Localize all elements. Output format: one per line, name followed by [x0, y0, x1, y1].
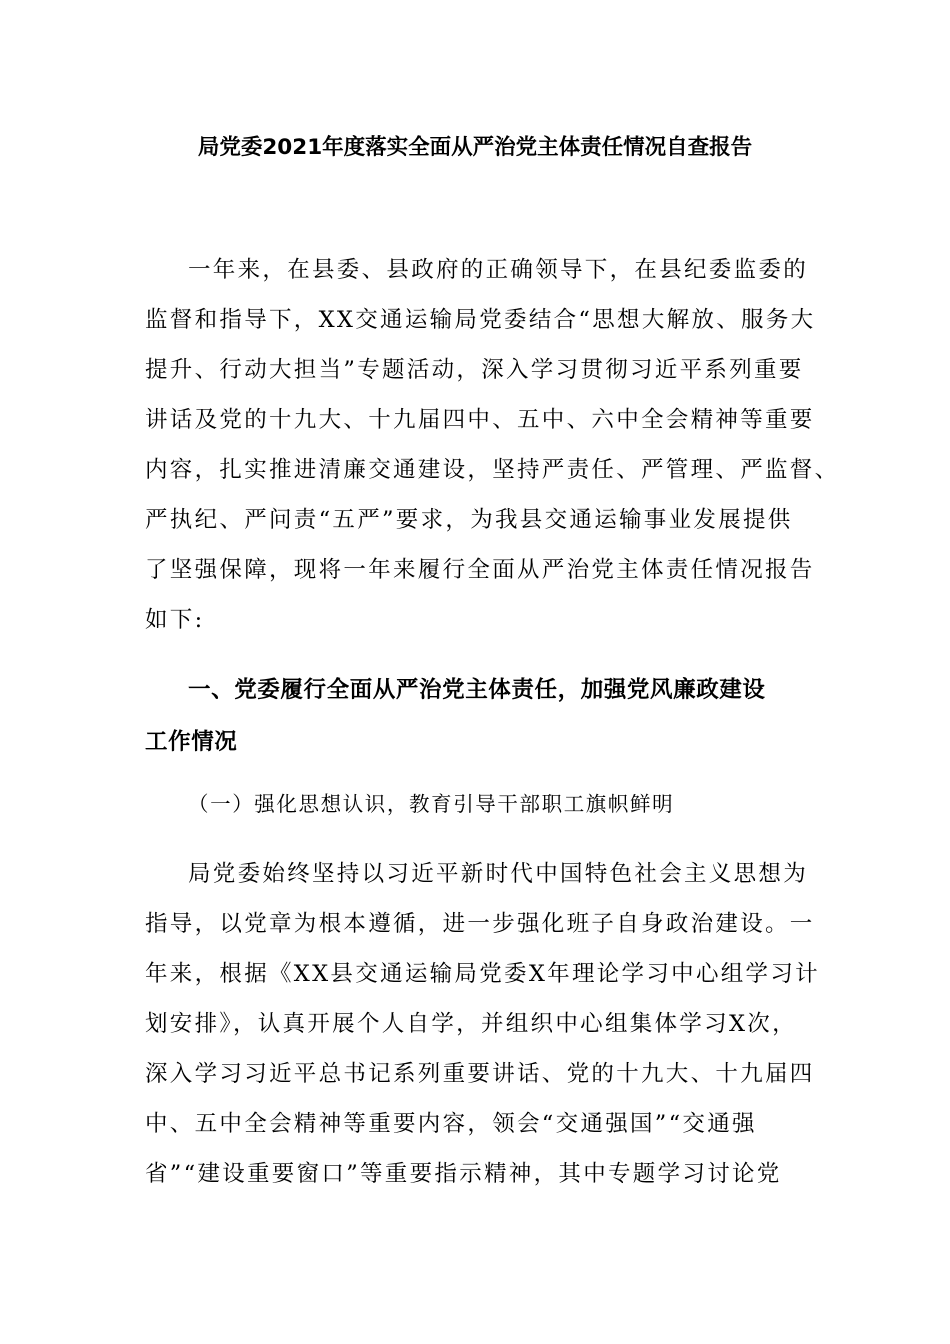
subsection-heading: [145, 779, 825, 829]
paragraph-line: 局党委始终坚持以习近平新时代中国特色社会主义思想为: [188, 861, 809, 887]
section-heading: [145, 664, 825, 768]
subsection-paragraph: [145, 849, 825, 1199]
intro-paragraph: [145, 245, 840, 645]
heading-line: 工作情况: [145, 729, 238, 755]
paragraph-line: 了坚强保障，现将一年来履行全面从严治党主体责任情况报告: [145, 557, 815, 583]
paragraph-line: 划安排》，认真开展个人自学，并组织中心组集体学习X次，: [145, 1011, 797, 1037]
paragraph-line: 内容，扎实推进清廉交通建设，坚持严责任、严管理、严监督、: [145, 457, 840, 483]
paragraph-line: 中、五中全会精神等重要内容，领会“交通强国”“交通强: [145, 1111, 757, 1137]
paragraph-line: 严执纪、严问责“五严”要求，为我县交通运输事业发展提供: [145, 507, 793, 533]
paragraph-line: 讲话及党的十九大、十九届四中、五中、六中全会精神等重要: [145, 407, 815, 433]
paragraph-line: 指导，以党章为根本遵循，进一步强化班子自身政治建设。一: [145, 911, 815, 937]
heading-line: 一、党委履行全面从严治党主体责任，加强党风廉政建设: [188, 677, 766, 703]
document-title: 局党委2021年度落实全面从严治党主体责任情况自查报告: [197, 135, 753, 160]
paragraph-line: 年来，根据《XX县交通运输局党委X年理论学习中心组学习计: [145, 961, 820, 987]
subsection-heading-text: （一）强化思想认识，教育引导干部职工旗帜鲜明: [188, 792, 675, 816]
paragraph-line: 省”“建设重要窗口”等重要指示精神，其中专题学习讨论党: [145, 1161, 782, 1187]
paragraph-line: 如下:: [145, 607, 205, 633]
paragraph-line: 提升、行动大担当”专题活动，深入学习贯彻习近平系列重要: [145, 357, 804, 383]
paragraph-line: 一年来，在县委、县政府的正确领导下，在县纪委监委的: [188, 257, 809, 283]
paragraph-line: 监督和指导下，XX交通运输局党委结合“思想大解放、服务大: [145, 307, 816, 333]
paragraph-line: 深入学习习近平总书记系列重要讲话、党的十九大、十九届四: [145, 1061, 815, 1087]
